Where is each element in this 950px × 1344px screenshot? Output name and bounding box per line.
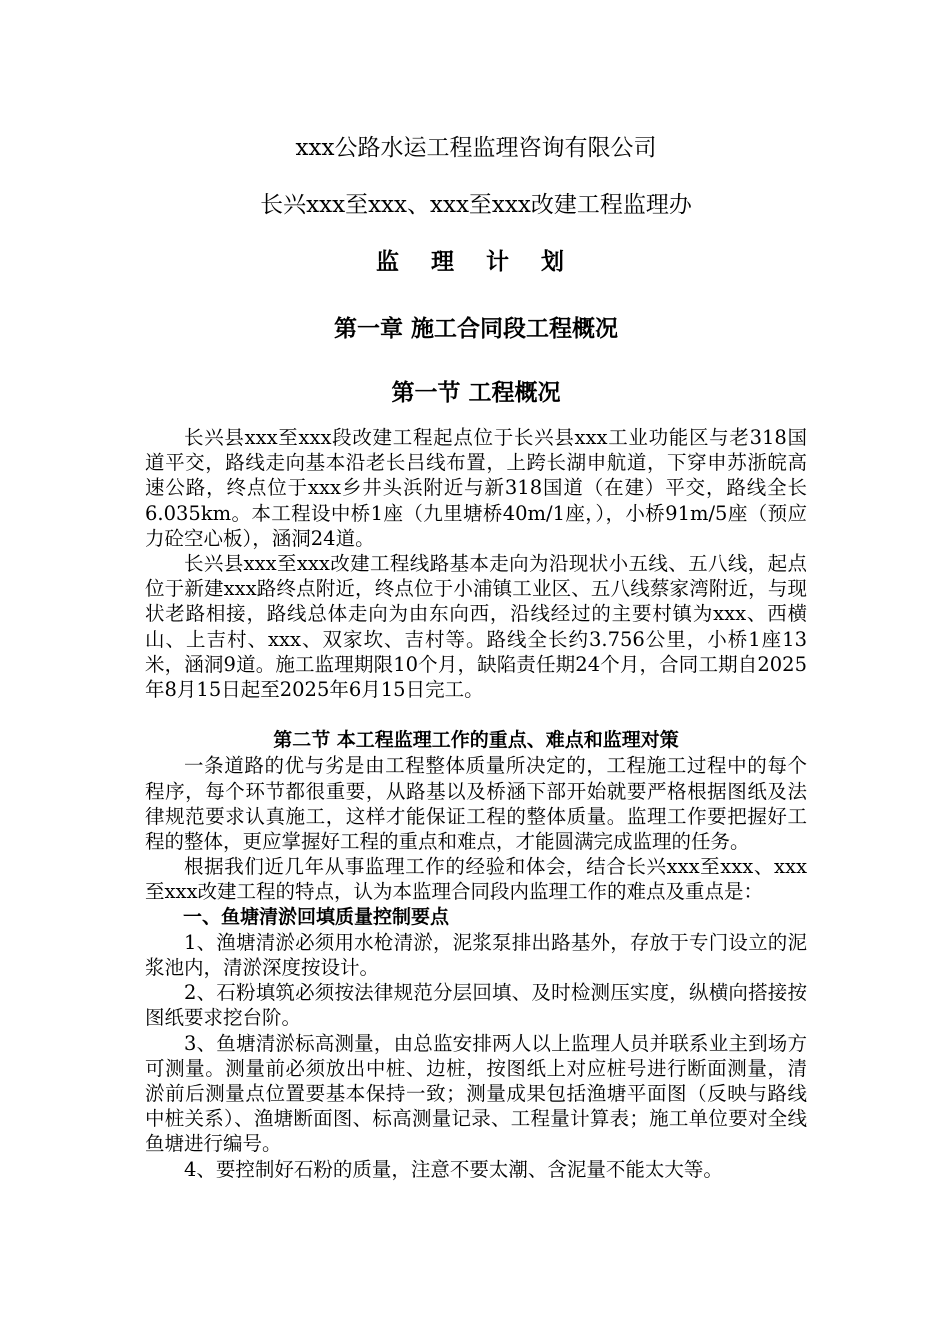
paragraph: 根据我们近几年从事监理工作的经验和体会，结合长兴xxx至xxx、xxx至xxx改建工程的特点，认为本监理合同段内监理工作的难点及重点是： [145,855,807,904]
list-item: 3、鱼塘清淤标高测量，由总监安排两人以上监理人员并联系业主到场方可测量。测量前必须放出中桩、边桩，按图纸上对应桩号进行断面测量，清淤前后测量点位置要基本保持一致；测量成果包括渔塘平面图（反映与路线中桩关系）、渔塘断面图、标高测量记录、工程量计算表；施工单位要对全线鱼塘进行编号。 [145,1031,807,1156]
chapter-title: 第一章 施工合同段工程概况 [333,316,618,342]
paragraph: 长兴县xxx至xxx段改建工程起点位于长兴县xxx工业功能区与老318国道平交，路线走向基本沿老长吕线布置，上跨长湖申航道，下穿申苏浙皖高速公路，终点位于xxx乡井头浜附近与新318国道（在建）平交，路线全长6.035km。本工程设中桥1座（九里塘桥40m/1座，），小桥91m/5座（预应力砼空心板），涵洞24道。 [145,426,807,550]
paragraph: 一条道路的优与劣是由工程整体质量所决定的，工程施工过程中的每个程序，每个环节都很重要，从路基以及桥涵下部开始就要严格根据图纸及法律规范要求认真施工，这样才能保证工程的整体质量。监理工作要把握好工程的整体，更应掌握好工程的重点和难点，才能圆满完成监理的任务。 [145,754,807,854]
section-title-2: 第二节 本工程监理工作的重点、难点和监理对策 [273,729,679,752]
company-name: xxx公路水运工程监理咨询有限公司 [295,135,657,161]
list-item: 2、石粉填筑必须按法律规范分层回填、及时检测压实度，纵横向搭接按图纸要求挖台阶。 [145,981,807,1030]
document-title: 监 理 计 划 [375,249,577,275]
project-office-name: 长兴xxx至xxx、xxx至xxx改建工程监理办 [260,192,692,218]
list-item: 4、要控制好石粉的质量，注意不要太潮、含泥量不能太大等。 [184,1157,723,1181]
subsection-heading: 一、鱼塘清淤回填质量控制要点 [183,905,450,928]
spacer [145,702,807,728]
paragraph: 长兴县xxx至xxx改建工程线路基本走向为沿现状小五线、五八线，起点位于新建xxx路终点附近，终点位于小浦镇工业区、五八线蔡家湾附近，与现状老路相接，路线总体走向为由东向西，沿线经过的主要村镇为xxx、西横山、上吉村、xxx、双家坎、吉村等。路线全长约3.756公里，小桥1座13米，涵洞9道。施工监理期限10个月，缺陷责任期24个月，合同工期自2025年8月15日起至2025年6月15日完工。 [145,552,807,702]
list-item: 1、渔塘清淤必须用水枪清淤，泥浆泵排出路基外，存放于专门设立的泥浆池内，清淤深度按设计。 [145,930,807,980]
section-title-1: 第一节 工程概况 [391,380,561,406]
